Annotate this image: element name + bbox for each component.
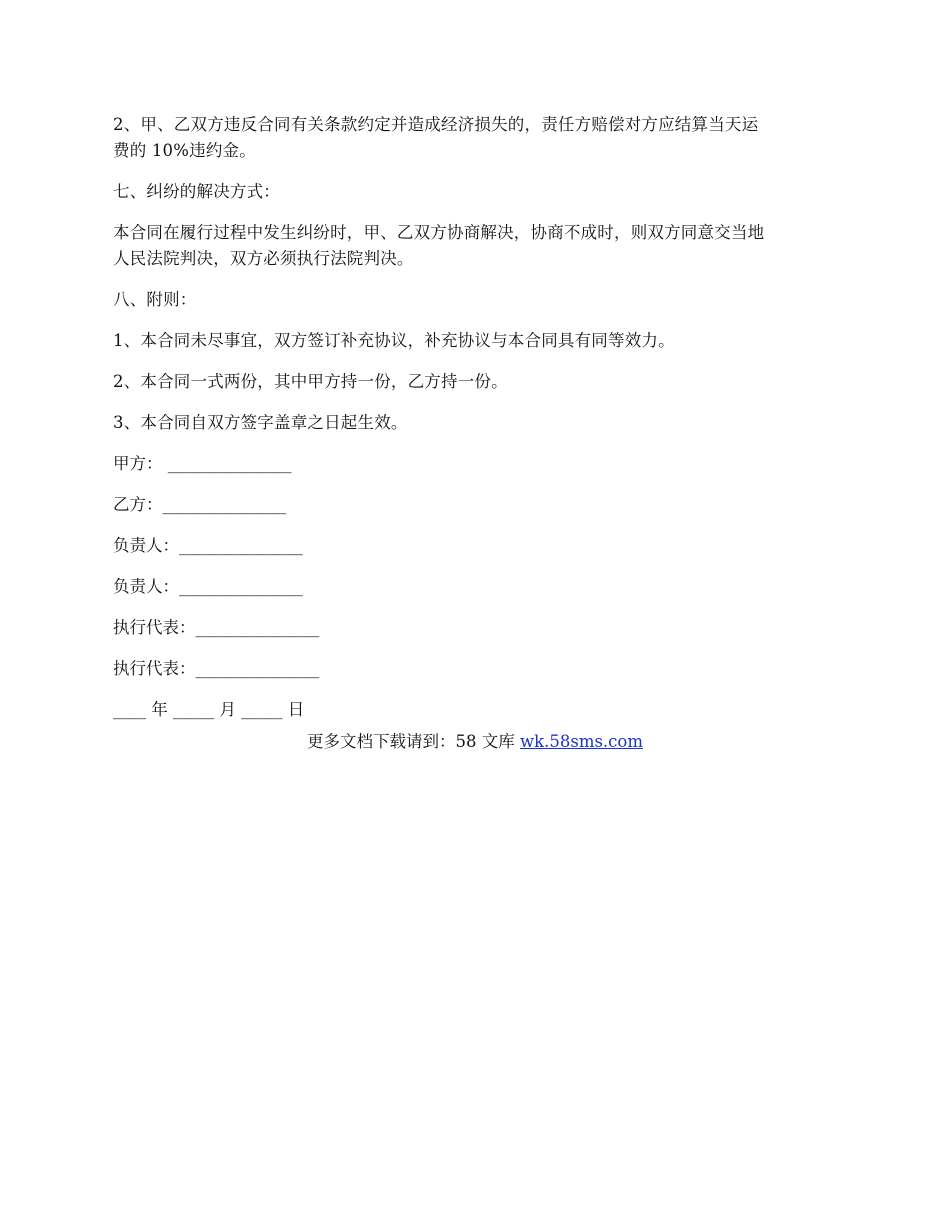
clause-2-penalty <box>113 112 841 164</box>
section-7-heading-text: 七、纠纷的解决方式： <box>113 182 280 201</box>
appendix-clause-1-text: 1、本合同未尽事宜，双方签订补充协议，补充协议与本合同具有同等效力。 <box>113 331 675 350</box>
clause-2-line-1: 2、甲、乙双方违反合同有关条款约定并造成经济损失的，责任方赔偿对方应结算当天运 <box>113 115 759 134</box>
dispute-resolution-paragraph <box>113 220 841 272</box>
section-8-heading-text: 八、附则： <box>113 290 197 309</box>
signature-responsible-b: 负责人：_______________ <box>113 577 303 596</box>
signature-representative-a: 执行代表：_______________ <box>113 618 320 637</box>
signature-responsible-a: 负责人：_______________ <box>113 536 303 555</box>
dispute-line-2: 人民法院判决，双方必须执行法院判决。 <box>113 249 414 268</box>
download-footer <box>0 729 950 755</box>
dispute-line-1: 本合同在履行过程中发生纠纷时，甲、乙双方协商解决，协商不成时，则双方同意交当地 <box>113 223 765 242</box>
section-8-heading <box>113 287 841 313</box>
clause-2-line-2: 费的 10%违约金。 <box>113 141 256 160</box>
signature-party-a: 甲方： _______________ <box>113 454 292 473</box>
section-7-heading <box>113 179 841 205</box>
footer-prefix: 更多文档下载请到：58 文库 <box>306 732 520 751</box>
appendix-clause-3 <box>113 410 841 436</box>
appendix-clause-3-text: 3、本合同自双方签字盖章之日起生效。 <box>113 413 408 432</box>
document-page <box>113 112 841 738</box>
signature-party-b: 乙方：_______________ <box>113 495 287 514</box>
appendix-clause-2-text: 2、本合同一式两份，其中甲方持一份，乙方持一份。 <box>113 372 508 391</box>
footer-site-link[interactable]: wk.58sms.com <box>519 732 643 751</box>
signature-date: ____ 年 _____ 月 _____ 日 <box>113 700 305 719</box>
appendix-clause-1 <box>113 328 841 354</box>
signature-representative-b: 执行代表：_______________ <box>113 659 320 678</box>
appendix-clause-2 <box>113 369 841 395</box>
